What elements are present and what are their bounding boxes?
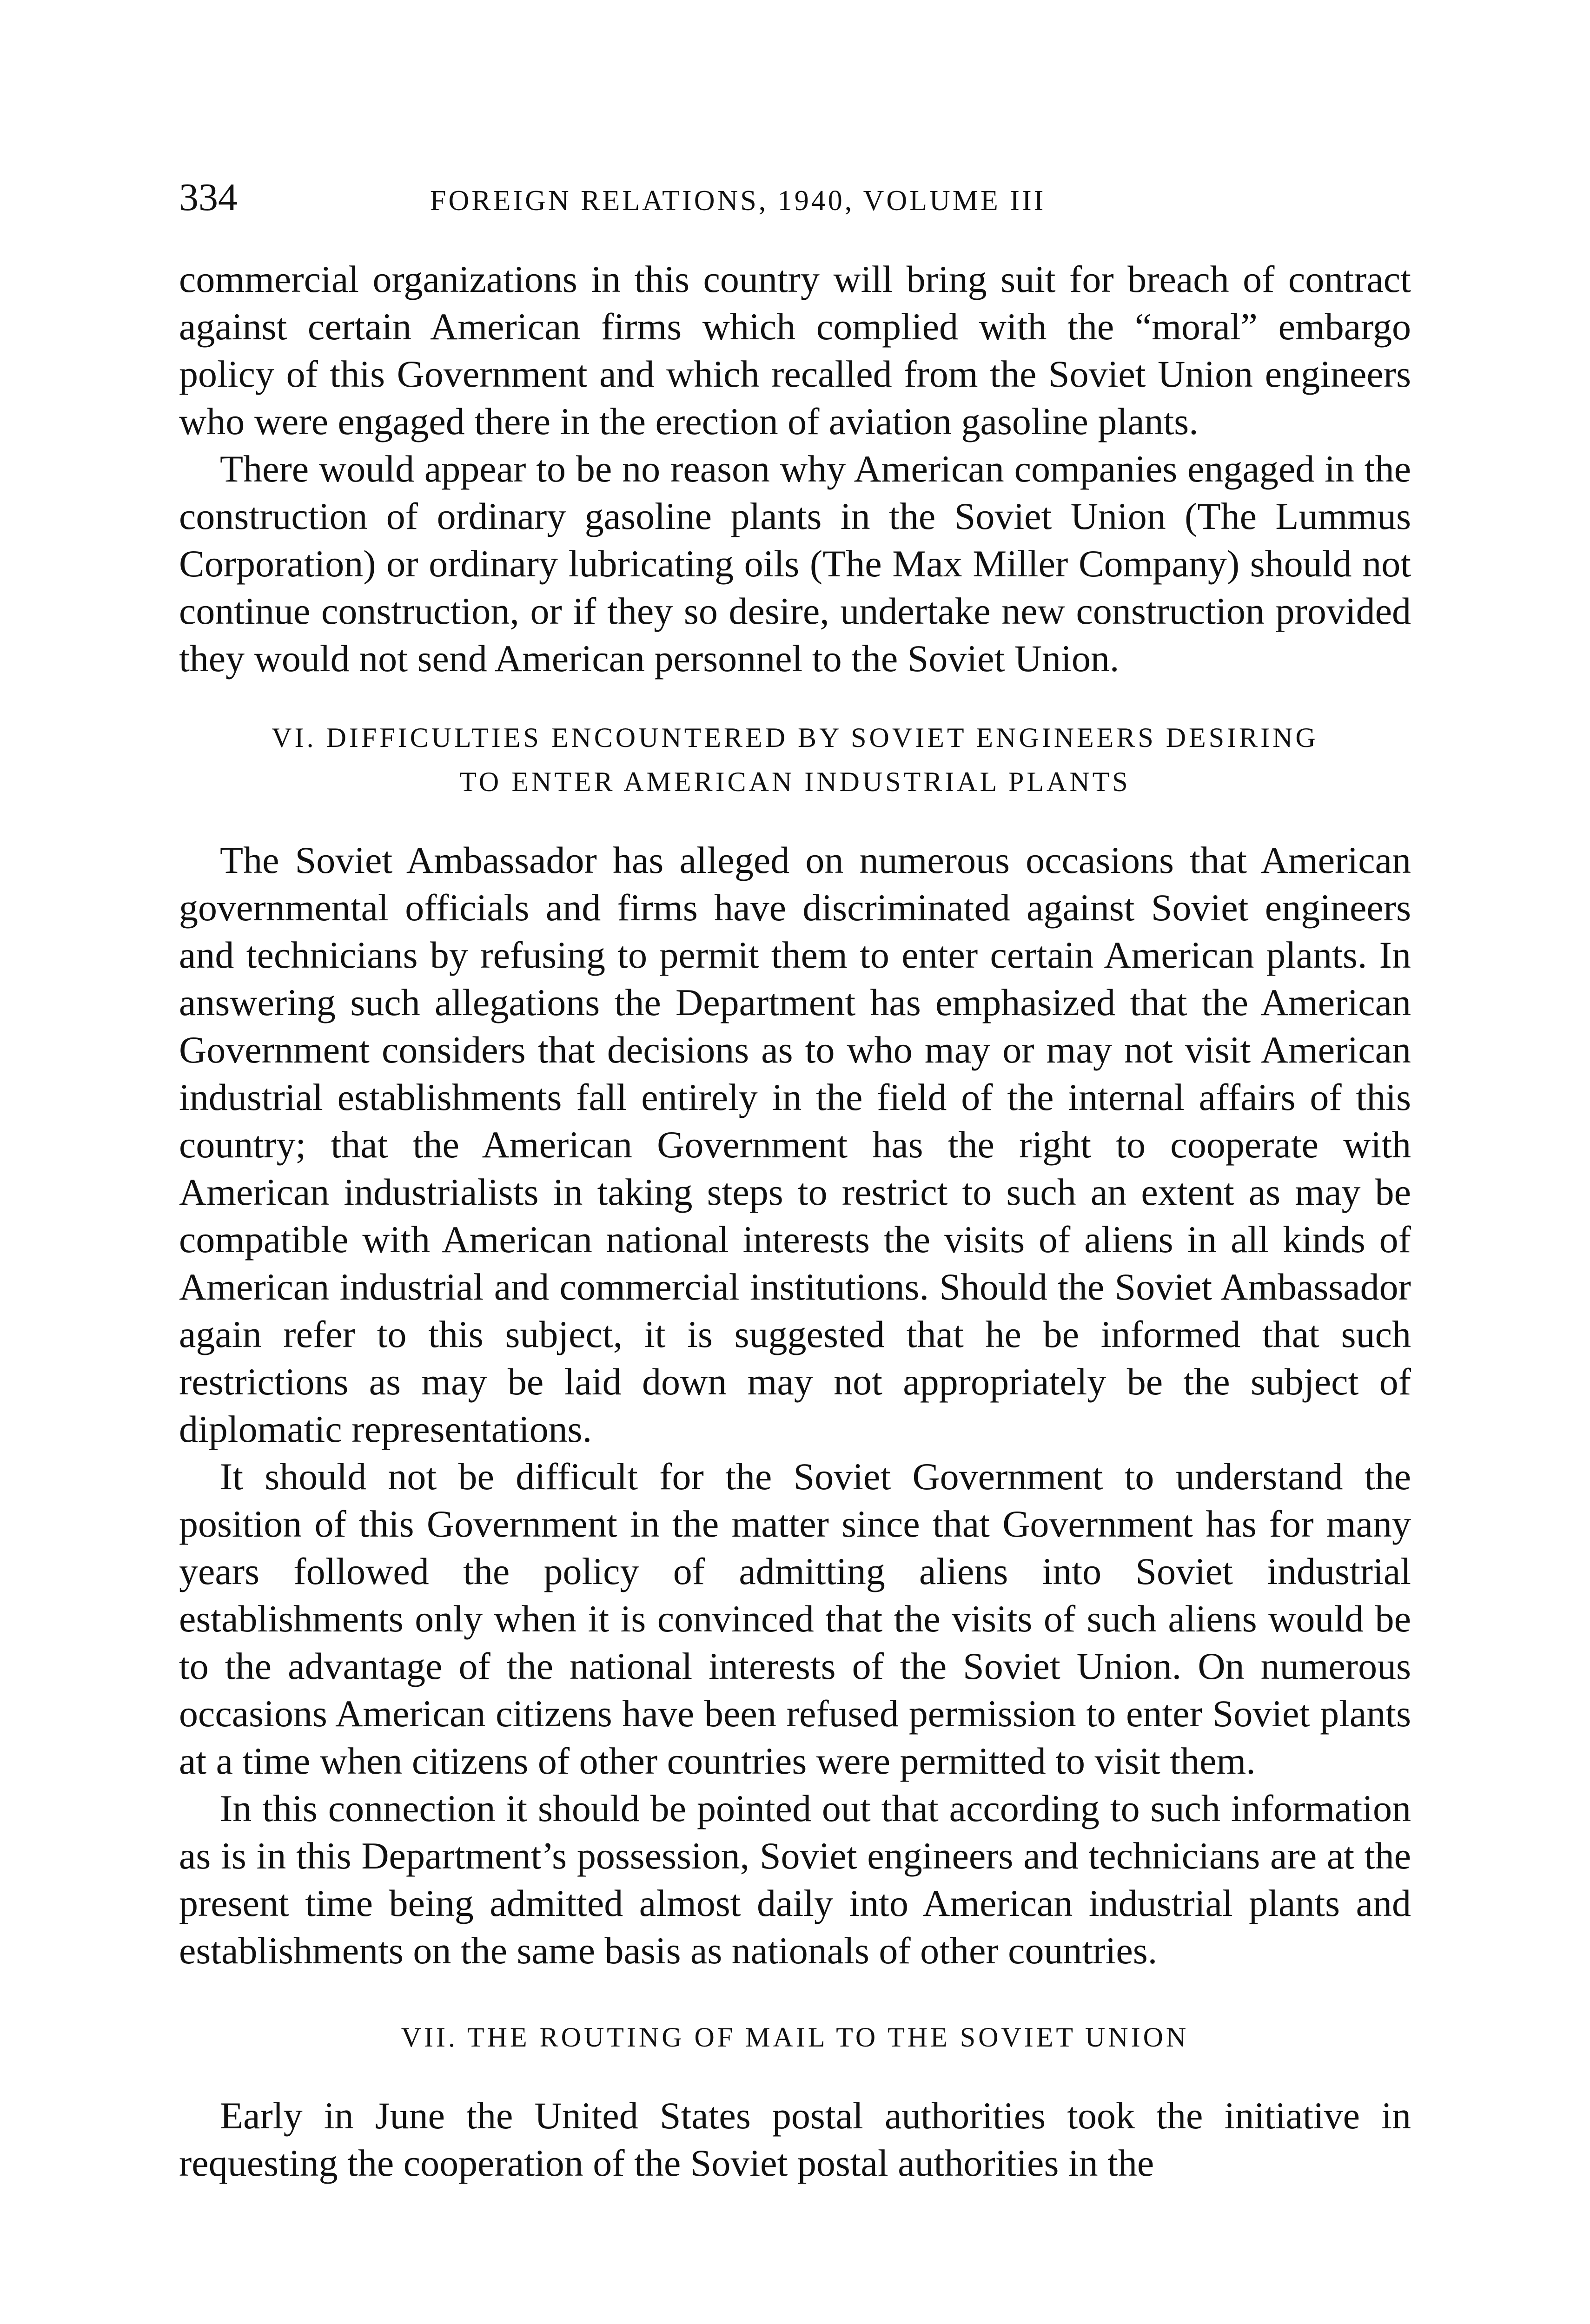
- paragraph: commercial organizations in this country will bring suit for breach of contract against certain American firms which complied with the “moral” embargo policy of this Government and which recalled from the Soviet Union engineers who were engaged there in the erection of aviation gasoline plants.: [179, 258, 1411, 442]
- document-page: [179, 172, 1411, 2187]
- section-heading-vii: [179, 2015, 1411, 2060]
- section-heading-vi: [179, 716, 1411, 804]
- running-title: FOREIGN RELATIONS, 1940, VOLUME III: [430, 185, 1046, 217]
- section-vi-body: [179, 837, 1411, 1974]
- section-vii-body: [179, 2092, 1411, 2187]
- section-heading-line: VI. DIFFICULTIES ENCOUNTERED BY SOVIET ENGINEERS DESIRING: [272, 722, 1318, 753]
- paragraph: The Soviet Ambassador has alleged on numerous occasions that American governmental officials and firms have discriminated against Soviet engineers and technicians by refusing to permit them to enter certain American plants. In answering such allegations the Department has emphasized that the American Government considers that decisions as to who may or may not visit American industrial establishments fall entirely in the field of the internal affairs of this country; that the American Government has the right to cooperate with American industrialists in taking steps to restrict to such an extent as may be compatible with American national interests the visits of aliens in all kinds of American industrial and commercial institutions. Should the Soviet Ambassador again refer to this subject, it is suggested that he be informed that such restrictions as may be laid down may not appropriately be the subject of diplomatic representations.: [179, 839, 1411, 1450]
- paragraph: Early in June the United States postal authorities took the initiative in requesting the cooperation of the Soviet postal authorities in the: [179, 2094, 1411, 2184]
- body-text-part1: [179, 256, 1411, 682]
- section-heading-line: TO ENTER AMERICAN INDUSTRIAL PLANTS: [459, 766, 1131, 797]
- running-header: [179, 172, 1411, 223]
- section-heading-line: VII. THE ROUTING OF MAIL TO THE SOVIET UNION: [401, 2022, 1189, 2053]
- page-number: 334: [179, 176, 238, 219]
- paragraph: There would appear to be no reason why American companies engaged in the construction of ordinary gasoline plants in the Soviet Union (The Lummus Corporation) or ordinary lubricating oils (The Max Miller Company) should not continue construction, or if they so desire, undertake new construction provided they would not send American personnel to the Soviet Union.: [179, 448, 1411, 680]
- paragraph: It should not be difficult for the Soviet Government to understand the position of this Government in the matter since that Government has for many years followed the policy of admitting aliens into Soviet industrial establishments only when it is convinced that the visits of such aliens would be to the advantage of the national interests of the Soviet Union. On numerous occasions American citizens have been refused permission to enter Soviet plants at a time when citizens of other countries were permitted to visit them.: [179, 1455, 1411, 1782]
- paragraph: In this connection it should be pointed out that according to such information as is in this Department’s possession, Soviet engineers and technicians are at the present time being admitted almost daily into American industrial plants and establishments on the same basis as nationals of other countries.: [179, 1787, 1411, 1972]
